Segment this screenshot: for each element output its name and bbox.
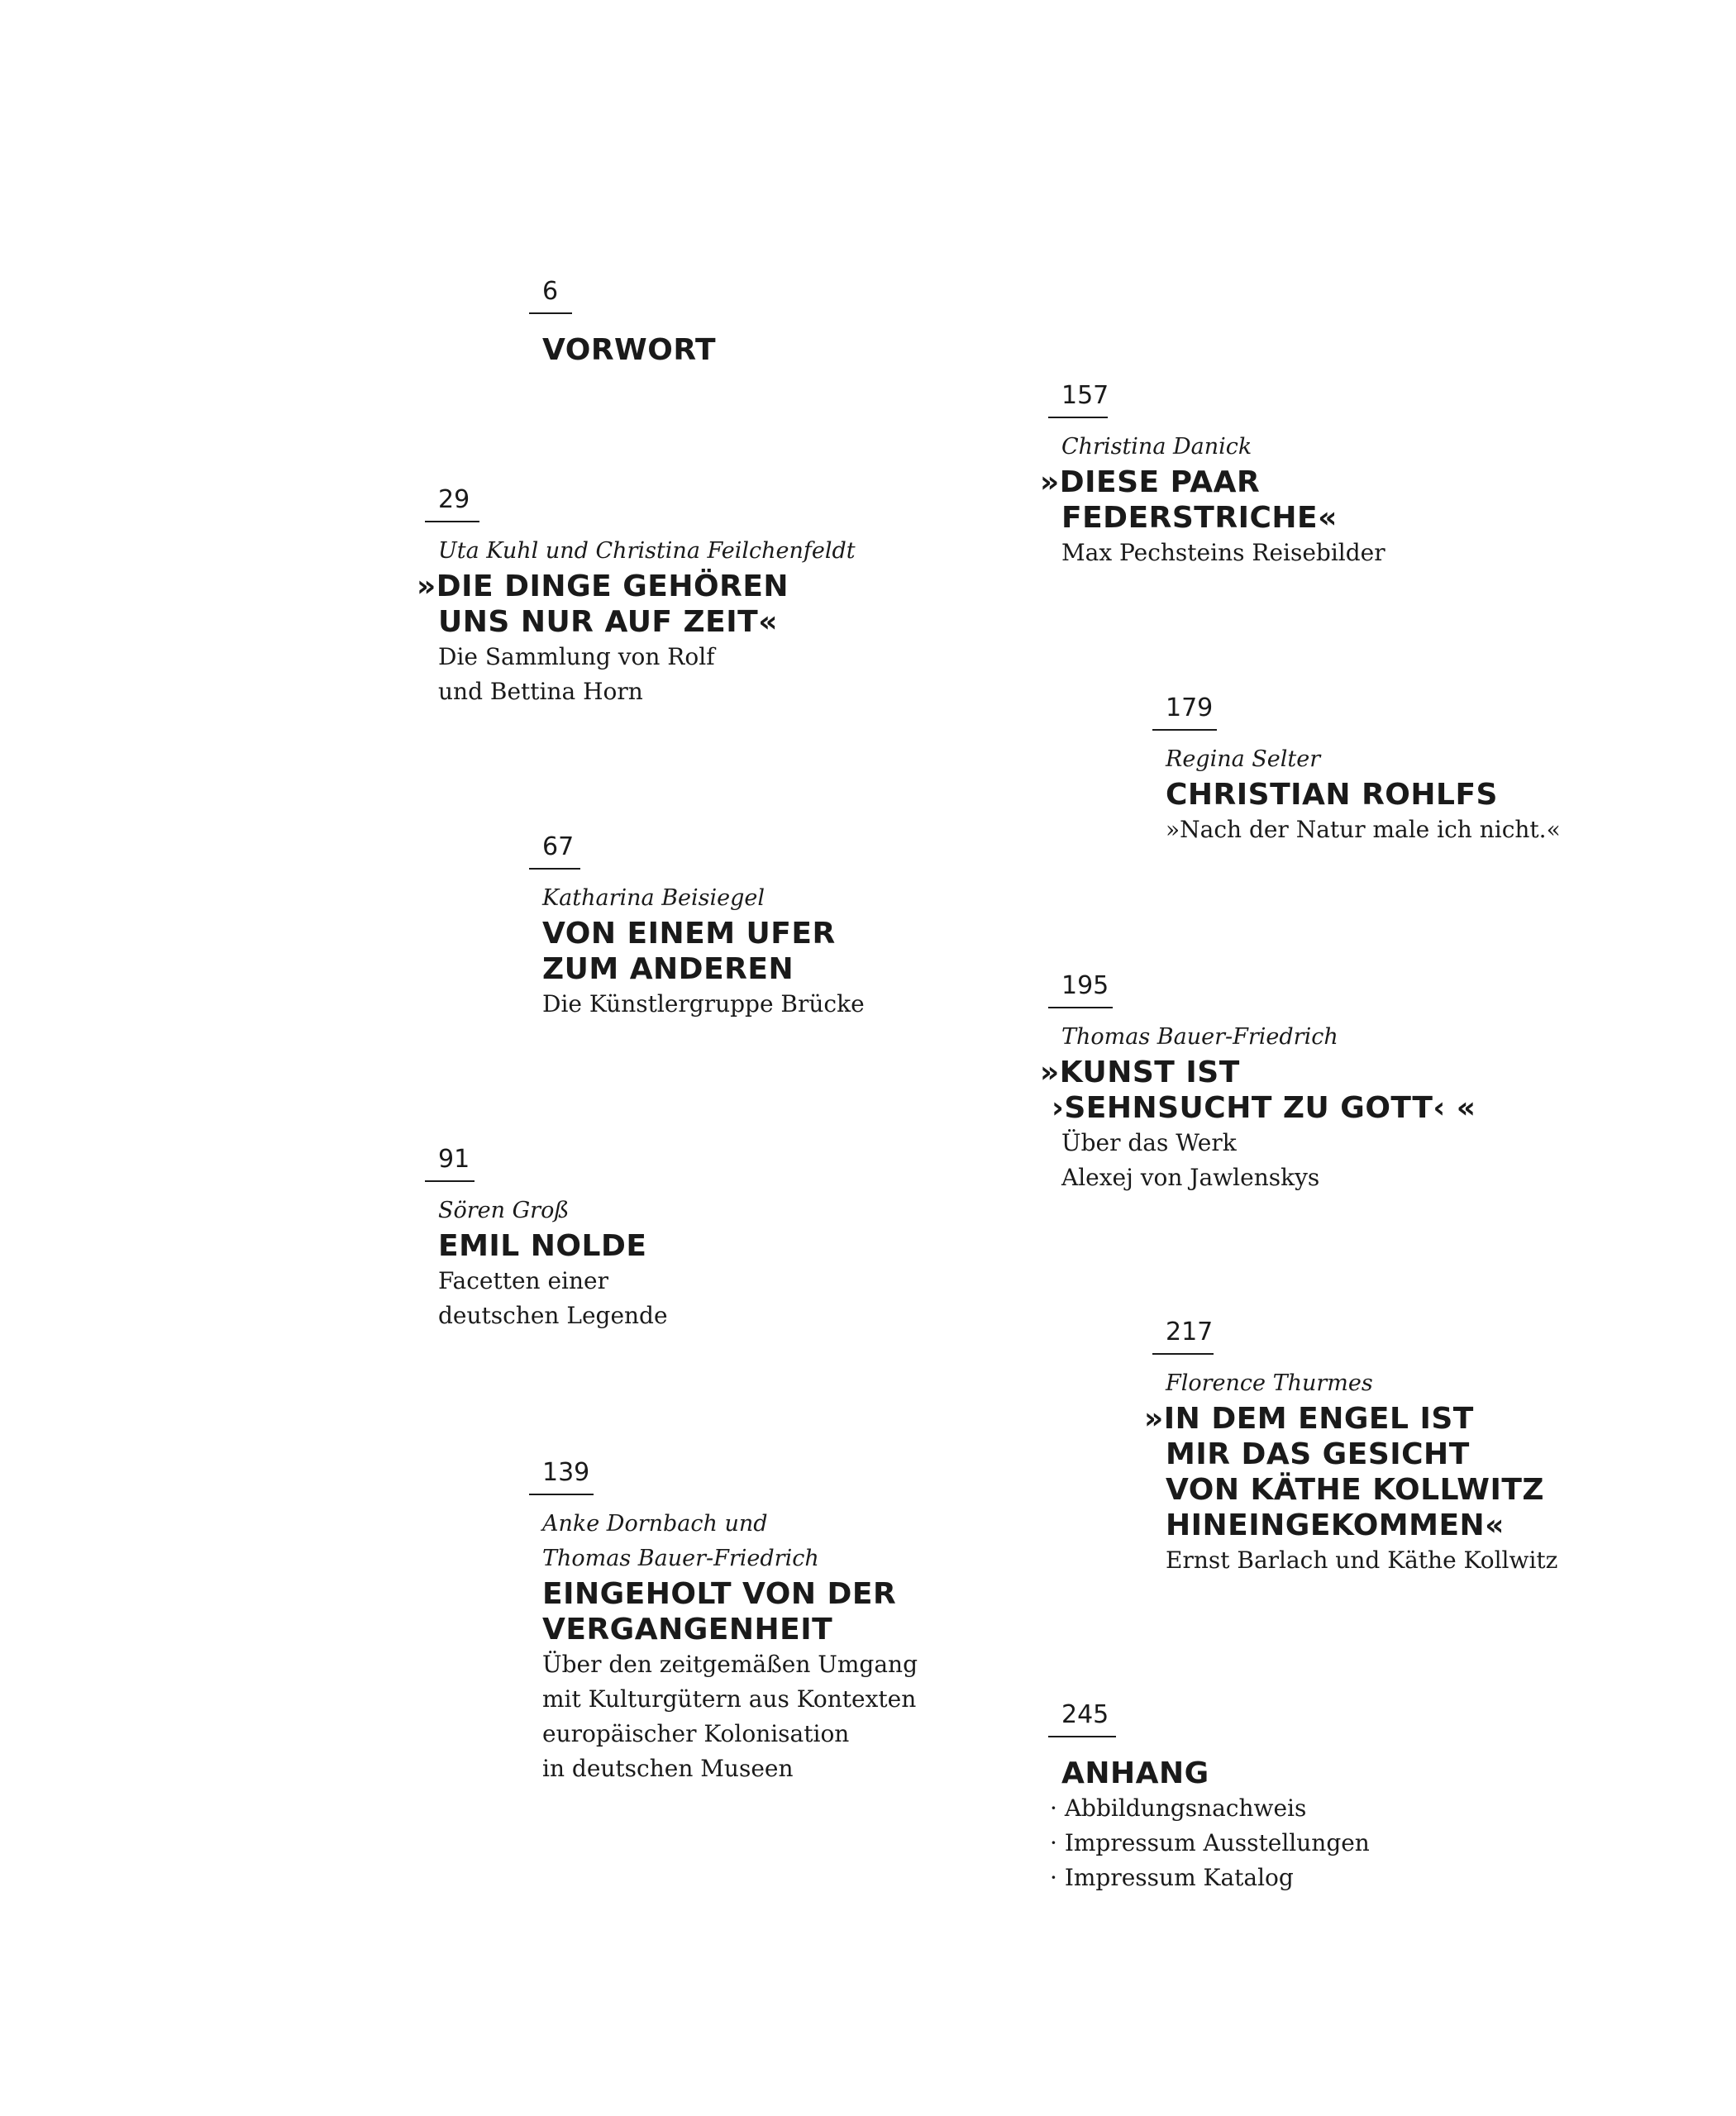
entry-title	[542, 1576, 918, 1647]
subtitle-line: Die Sammlung von Rolf	[438, 643, 715, 670]
title-line: ZUM ANDEREN	[542, 952, 794, 986]
entry-subtitle	[542, 1647, 918, 1786]
title-line: »IN DEM ENGEL IST	[1144, 1402, 1474, 1436]
title-line: VERGANGENHEIT	[542, 1613, 833, 1647]
entry-author: Florence Thurmes	[1166, 1370, 1373, 1396]
entry-title	[417, 569, 856, 640]
rule	[529, 312, 572, 314]
toc-entry-67	[529, 832, 865, 1022]
rule	[1048, 1007, 1113, 1008]
appendix-item: · Abbildungsnachweis	[1050, 1791, 1370, 1826]
entry-subtitle	[1166, 813, 1561, 847]
author-line: Thomas Bauer-Friedrich	[542, 1546, 819, 1571]
subtitle-line: »Nach der Natur male ich nicht.«	[1166, 816, 1561, 843]
rule	[529, 868, 580, 870]
title-line: »DIESE PAAR	[1040, 465, 1261, 499]
appendix-item: · Impressum Katalog	[1050, 1861, 1370, 1895]
rule	[1048, 417, 1108, 418]
subtitle-line: Die Künstlergruppe Brücke	[542, 990, 865, 1017]
toc-entry-139	[529, 1458, 918, 1786]
entry-title	[542, 332, 716, 368]
title-line: VORWORT	[542, 333, 717, 367]
page-number: 139	[542, 1458, 590, 1487]
page-number: 179	[1166, 693, 1214, 722]
subtitle-line: Über das Werk	[1061, 1129, 1237, 1156]
subtitle-line: mit Kulturgütern aus Kontexten	[542, 1685, 917, 1713]
subtitle-line: Über den zeitgemäßen Umgang	[542, 1651, 918, 1678]
entry-author: Sören Groß	[438, 1198, 570, 1223]
subtitle-line: deutschen Legende	[438, 1302, 668, 1329]
toc-entry-anhang	[1048, 1700, 1370, 1895]
toc-entry-vorwort	[529, 279, 716, 368]
subtitle-line: Max Pechsteins Reisebilder	[1061, 539, 1385, 566]
title-line: ANHANG	[1061, 1756, 1209, 1790]
subtitle-line: europäischer Kolonisation	[542, 1720, 850, 1747]
page-number: 195	[1061, 971, 1109, 1000]
subtitle-line: Alexej von Jawlenskys	[1061, 1164, 1320, 1191]
rule	[529, 1494, 594, 1495]
subtitle-line: und Bettina Horn	[438, 678, 643, 705]
entry-author: Regina Selter	[1166, 746, 1321, 772]
rule	[1048, 1736, 1116, 1737]
entry-title	[438, 1228, 668, 1264]
entry-title	[1040, 465, 1385, 536]
page-number: 157	[1061, 381, 1109, 410]
entry-author: Uta Kuhl und Christina Feilchenfeldt	[438, 538, 856, 564]
toc-entry-29	[417, 485, 856, 709]
entry-author: Christina Danick	[1061, 434, 1252, 460]
title-line: ›SEHNSUCHT ZU GOTT‹ «	[1052, 1091, 1476, 1125]
rule	[425, 521, 479, 522]
entry-subtitle	[438, 640, 856, 709]
page-number: 67	[542, 832, 575, 861]
subtitle-line: Ernst Barlach und Käthe Kollwitz	[1166, 1546, 1558, 1574]
entry-title	[1144, 1401, 1557, 1543]
entry-subtitle	[1166, 1543, 1557, 1578]
rule	[1152, 729, 1217, 731]
page-number: 91	[438, 1145, 470, 1174]
entry-subtitle	[542, 987, 865, 1022]
title-line: »KUNST IST	[1040, 1056, 1240, 1089]
appendix-list	[1050, 1791, 1370, 1895]
title-line: VON KÄTHE KOLLWITZ	[1166, 1473, 1544, 1507]
toc-entry-195	[1040, 971, 1476, 1195]
entry-subtitle	[1061, 1126, 1476, 1195]
title-line: CHRISTIAN ROHLFS	[1166, 778, 1498, 812]
title-line: EMIL NOLDE	[438, 1229, 647, 1263]
title-line: VON EINEM UFER	[542, 917, 836, 951]
rule	[1152, 1353, 1214, 1355]
title-line: UNS NUR AUF ZEIT«	[438, 605, 778, 639]
entry-title	[1040, 1055, 1476, 1126]
title-line: »DIE DINGE GEHÖREN	[417, 570, 789, 603]
title-line: EINGEHOLT VON DER	[542, 1577, 897, 1611]
subtitle-line: in deutschen Museen	[542, 1755, 794, 1782]
entry-author	[542, 1507, 918, 1576]
entry-subtitle	[438, 1264, 668, 1333]
rule	[425, 1180, 475, 1182]
page-number: 29	[438, 485, 470, 514]
title-line: HINEINGEKOMMEN«	[1166, 1508, 1505, 1542]
title-line: MIR DAS GESICHT	[1166, 1437, 1470, 1471]
toc-entry-179	[1152, 693, 1561, 847]
toc-entry-157	[1040, 381, 1385, 570]
toc-entry-217	[1144, 1318, 1558, 1578]
entry-author: Katharina Beisiegel	[542, 885, 765, 911]
page-number: 245	[1061, 1700, 1109, 1729]
title-line: FEDERSTRICHE«	[1061, 501, 1338, 535]
appendix-item: · Impressum Ausstellungen	[1050, 1826, 1370, 1861]
page-number: 6	[542, 277, 559, 306]
toc-entry-91	[425, 1147, 668, 1333]
entry-title	[542, 916, 865, 987]
entry-title	[1061, 1756, 1370, 1791]
page-number: 217	[1166, 1318, 1214, 1346]
entry-subtitle	[1061, 536, 1385, 570]
author-line: Anke Dornbach und	[542, 1511, 768, 1537]
subtitle-line: Facetten einer	[438, 1267, 608, 1294]
entry-author: Thomas Bauer-Friedrich	[1061, 1024, 1338, 1050]
entry-title	[1166, 777, 1561, 813]
